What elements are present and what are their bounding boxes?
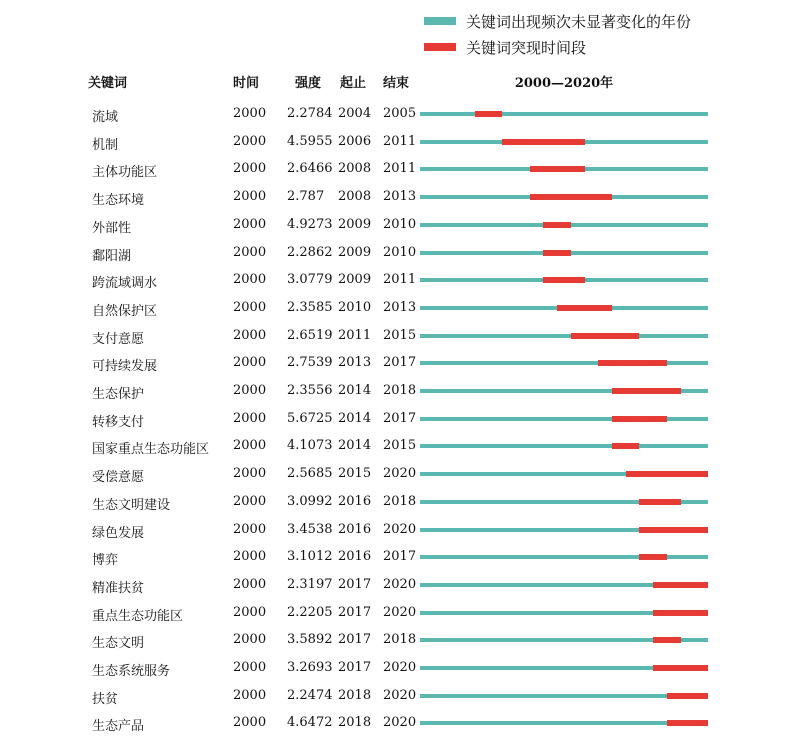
row-begin: 2017 xyxy=(338,660,372,675)
legend-label-stable: 关键词出现频次未显著变化的年份 xyxy=(466,12,692,31)
row-end: 2020 xyxy=(383,576,417,592)
row-time: 2000 xyxy=(233,133,267,149)
row-begin: 2014 xyxy=(338,383,372,398)
row-end: 2011 xyxy=(383,133,417,149)
row-strength: 2.6519 xyxy=(287,327,333,343)
row-begin: 2015 xyxy=(338,466,372,482)
burst-bar xyxy=(475,111,502,117)
row-end: 2020 xyxy=(383,660,417,675)
row-strength: 3.2693 xyxy=(287,660,333,675)
row-keyword: 流域 xyxy=(92,110,119,125)
row-strength: 2.3197 xyxy=(287,576,333,592)
row-keyword: 博弈 xyxy=(92,553,119,569)
row-keyword: 转移支付 xyxy=(92,414,145,430)
row-end: 2015 xyxy=(383,327,417,343)
row-end: 2020 xyxy=(383,521,417,537)
row-strength: 2.6466 xyxy=(287,161,333,177)
row-begin: 2017 xyxy=(338,604,372,620)
row-end: 2017 xyxy=(383,549,417,565)
burst-bar xyxy=(653,665,708,671)
row-begin: 2017 xyxy=(338,576,372,592)
row-time: 2000 xyxy=(233,521,267,537)
row-time: 2000 xyxy=(233,493,267,509)
row-end: 2011 xyxy=(383,272,417,288)
row-begin: 2013 xyxy=(338,355,372,371)
burst-bar xyxy=(653,582,708,588)
burst-bar xyxy=(598,360,667,366)
row-time: 2000 xyxy=(233,106,267,121)
row-begin: 2016 xyxy=(338,549,372,565)
header-time: 时间 xyxy=(233,76,260,91)
burst-bar xyxy=(612,416,667,422)
row-time: 2000 xyxy=(233,715,267,731)
row-end: 2020 xyxy=(383,604,417,620)
row-keyword: 生态文明建设 xyxy=(92,497,171,513)
row-time: 2000 xyxy=(233,327,267,343)
row-end: 2017 xyxy=(383,355,417,371)
row-strength: 3.0779 xyxy=(287,272,333,288)
burst-bar xyxy=(530,194,612,200)
row-time: 2000 xyxy=(233,189,267,205)
row-end: 2010 xyxy=(383,216,417,232)
row-begin: 2009 xyxy=(338,244,372,260)
row-keyword: 支付意愿 xyxy=(92,331,145,347)
row-keyword: 绿色发展 xyxy=(92,525,145,541)
burst-bar xyxy=(502,139,584,145)
row-begin: 2008 xyxy=(338,161,372,177)
row-time: 2000 xyxy=(233,632,267,648)
row-begin: 2018 xyxy=(338,687,372,703)
row-strength: 3.5892 xyxy=(287,632,333,648)
row-time: 2000 xyxy=(233,687,267,703)
burst-bar xyxy=(612,443,639,449)
header-end: 结束 xyxy=(383,76,410,91)
row-strength: 3.0992 xyxy=(287,493,333,509)
row-time: 2000 xyxy=(233,660,267,675)
burst-bar xyxy=(667,720,708,726)
row-time: 2000 xyxy=(233,604,267,620)
row-keyword: 国家重点生态功能区 xyxy=(92,442,210,458)
row-strength: 2.787 xyxy=(287,189,325,205)
row-time: 2000 xyxy=(233,410,267,426)
row-time: 2000 xyxy=(233,355,267,371)
row-keyword: 主体功能区 xyxy=(92,165,158,181)
row-end: 2013 xyxy=(383,299,417,315)
row-end: 2018 xyxy=(383,383,417,398)
row-begin: 2011 xyxy=(338,327,372,343)
row-strength: 2.3585 xyxy=(287,299,333,315)
row-begin: 2018 xyxy=(338,715,372,731)
burst-bar xyxy=(639,527,708,533)
timeline-track xyxy=(420,112,708,116)
row-end: 2017 xyxy=(383,410,417,426)
row-keyword: 机制 xyxy=(92,137,119,153)
row-strength: 2.3556 xyxy=(287,383,333,398)
timeline-track xyxy=(420,334,708,338)
row-keyword: 外部性 xyxy=(92,220,132,236)
timeline-track xyxy=(420,694,708,698)
row-begin: 2008 xyxy=(338,189,372,205)
burst-bar xyxy=(653,637,680,643)
row-keyword: 生态文明 xyxy=(92,636,145,652)
row-time: 2000 xyxy=(233,438,267,454)
burst-bar xyxy=(543,277,584,283)
row-begin: 2009 xyxy=(338,216,372,232)
row-keyword: 鄱阳湖 xyxy=(92,248,132,264)
row-end: 2018 xyxy=(383,493,417,509)
timeline-track xyxy=(420,444,708,448)
row-end: 2010 xyxy=(383,244,417,260)
row-keyword: 受偿意愿 xyxy=(92,470,145,486)
row-keyword: 精准扶贫 xyxy=(92,580,145,596)
row-time: 2000 xyxy=(233,466,267,482)
burst-bar xyxy=(612,388,681,394)
row-keyword: 生态产品 xyxy=(92,719,145,735)
header-keyword: 关键词 xyxy=(88,76,128,91)
row-end: 2013 xyxy=(383,189,417,205)
row-time: 2000 xyxy=(233,549,267,565)
row-keyword: 自然保护区 xyxy=(92,303,158,319)
row-keyword: 生态保护 xyxy=(92,387,145,402)
row-end: 2020 xyxy=(383,466,417,482)
burst-bar xyxy=(626,471,708,477)
row-strength: 2.5685 xyxy=(287,466,333,482)
row-end: 2015 xyxy=(383,438,417,454)
row-strength: 3.4538 xyxy=(287,521,333,537)
row-end: 2020 xyxy=(383,687,417,703)
header-year-range: 2000—2020年 xyxy=(514,76,614,91)
row-begin: 2014 xyxy=(338,410,372,426)
row-strength: 4.6472 xyxy=(287,715,333,731)
burst-bar xyxy=(639,499,680,505)
row-strength: 2.2474 xyxy=(287,687,333,703)
row-time: 2000 xyxy=(233,244,267,260)
row-strength: 4.5955 xyxy=(287,133,333,149)
row-begin: 2006 xyxy=(338,133,372,149)
timeline-track xyxy=(420,721,708,725)
row-time: 2000 xyxy=(233,216,267,232)
row-end: 2011 xyxy=(383,161,417,177)
burst-bar xyxy=(571,333,640,339)
row-end: 2005 xyxy=(383,106,417,121)
row-time: 2000 xyxy=(233,299,267,315)
burst-bar xyxy=(653,610,708,616)
header-strength: 强度 xyxy=(295,76,322,91)
row-begin: 2017 xyxy=(338,632,372,648)
burst-bar xyxy=(639,554,666,560)
row-time: 2000 xyxy=(233,272,267,288)
row-strength: 2.2205 xyxy=(287,604,333,620)
row-begin: 2016 xyxy=(338,493,372,509)
row-keyword: 可持续发展 xyxy=(92,359,158,375)
row-keyword: 生态系统服务 xyxy=(92,664,171,679)
row-keyword: 扶贫 xyxy=(92,691,119,707)
row-keyword: 重点生态功能区 xyxy=(92,608,184,624)
header-begin: 起止 xyxy=(340,76,367,91)
row-time: 2000 xyxy=(233,383,267,398)
row-begin: 2014 xyxy=(338,438,372,454)
row-strength: 2.2862 xyxy=(287,244,333,260)
row-end: 2020 xyxy=(383,715,417,731)
row-keyword: 生态环境 xyxy=(92,193,145,209)
row-time: 2000 xyxy=(233,576,267,592)
burst-bar xyxy=(530,166,585,172)
row-begin: 2009 xyxy=(338,272,372,288)
burst-bar xyxy=(557,305,612,311)
burst-bar xyxy=(543,222,570,228)
row-strength: 2.2784 xyxy=(287,106,333,121)
legend-label-burst: 关键词突现时间段 xyxy=(466,38,587,57)
row-strength: 3.1012 xyxy=(287,549,333,565)
burst-bar xyxy=(543,250,570,256)
burst-bar xyxy=(667,693,708,699)
row-strength: 4.1073 xyxy=(287,438,333,454)
row-strength: 2.7539 xyxy=(287,355,333,371)
row-time: 2000 xyxy=(233,161,267,177)
row-keyword: 跨流域调水 xyxy=(92,276,158,292)
row-strength: 4.9273 xyxy=(287,216,333,232)
row-begin: 2010 xyxy=(338,299,372,315)
row-begin: 2004 xyxy=(338,106,372,121)
row-begin: 2016 xyxy=(338,521,372,537)
row-end: 2018 xyxy=(383,632,417,648)
row-strength: 5.6725 xyxy=(287,410,333,426)
